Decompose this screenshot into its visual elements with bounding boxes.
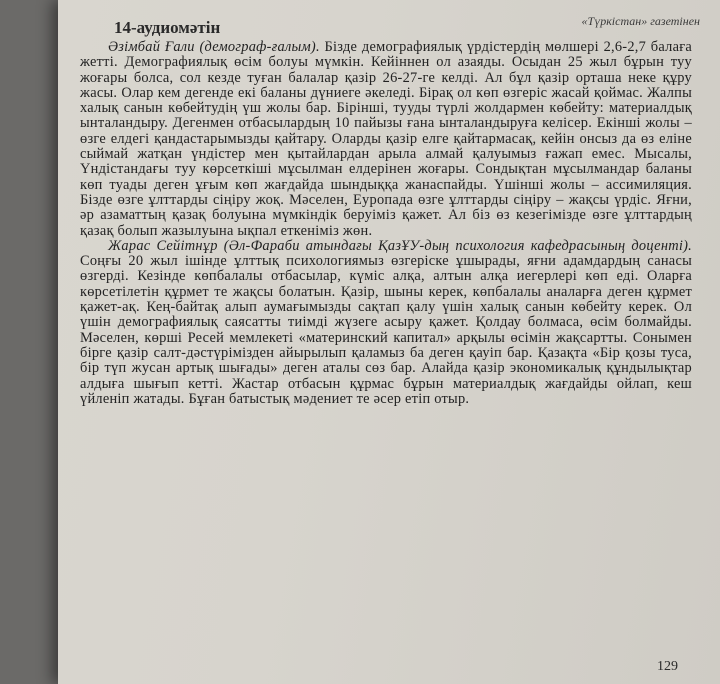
section-title: 14-аудиомәтін xyxy=(114,18,221,37)
paragraph-2 xyxy=(80,239,692,407)
source-note: «Түркістан» газетінен xyxy=(581,14,700,28)
paragraph-2-text: Соңғы 20 жыл ішінде ұлттық психологиямыз өзгеріске ұшырады, яғни адамдардың санасы өзгерді. Кезінде көпбалалы отбасылар, күміс алқа, алтын алқа иегерлері көп еді. Оларға көрсетілетін құрмет те жақсы болатын. Қазір, шыны керек, көпбалалы аналарға деген құрмет қажет-ақ. Кең-байтақ алып аумағымызды сақтап қалу үшін халық санын көбейту керек. Ол үшін демографиялық саясатты тиімді жүзеге асыру қажет. Қолдау болмаса, өсім болмайды. Мәселен, көрші Ресей мемлекеті «материнский капитал» арқылы өсімін жақсартты. Сонымен бірге қазір салт-дәстүрімізден айырылып қаламыз ба деген қауіп бар. Қазақта «Бір қозы туса, бір түп жусан артық шығады» деген аталы сөз бар. Алайда қазір экономикалық құндылықтар алдыға шығып кетті. Жастар отбасын құрмас бұрын материалдық жағдайды ойлап, кеш үйленіп жатады. Бұған батыстық мәдениет те әсер етіп отыр. xyxy=(80,253,692,407)
paragraph-1 xyxy=(80,40,692,239)
speaker-1: Әзімбай Ғали (демограф-ғалым). xyxy=(108,39,320,55)
page-number: 129 xyxy=(657,659,678,674)
paragraph-1-text: Бізде демографиялық үрдістердің мөлшері 2,6-2,7 балаға жетті. Демографиялық өсім болуы мүмкін. Кейіннен ол азаяды. Осыдан 25 жыл бұрын туу жоғары болса, сол кезде туған балалар қазір 26-27-ге келді. Ал бұл қазір орташа неке құру жасы. Олар кем дегенде екі баланы дүниеге әкеледі. Бірақ ол көп өзгеріс жасай қоймас. Жалпы халық санын көбейтудің үш жолы бар. Біріншi, тууды түрлі жолдармен көбейту: материалдық ынталандыру. Дегенмен отбасылардың 10 пайызы ғана ынталандыруға келісер. Екінші жолы – өзге елдегі қандастарымызды қайтару. Оларды қазір елге қайтармасақ, кейін онсыз да өз еліне сыймай жатқан үндістер мен қытайлардан арыла алмай қалуымыз ғажап емес. Мысалы, Үндістандағы туу көрсеткіші мұсылман елдерінен жоғары. Сондықтан мұсылмандар баланы көп туады деген ұғым көп жағдайда шындыққа жанаспайды. Үшінші жолы – ассимиляция. Бізде өзге ұлттарды сіңіру жоқ. Мәселен, Еуропада өзге ұлттарды сіңіру – жақсы үрдіс. Яғни, әр азаматтың қазақ болуына мүмкіндік беруіміз қажет. Ал біз өз кезегімізде өзге ұлттардың қазақ болып жазылуына ықпал еткеніміз жөн. xyxy=(80,39,693,239)
speaker-2: Жарас Сейітнұр (Әл-Фараби атындағы ҚазҰУ-дың психология кафедрасының доценті). xyxy=(108,237,692,254)
text-body xyxy=(80,40,692,407)
book-page xyxy=(58,0,720,684)
